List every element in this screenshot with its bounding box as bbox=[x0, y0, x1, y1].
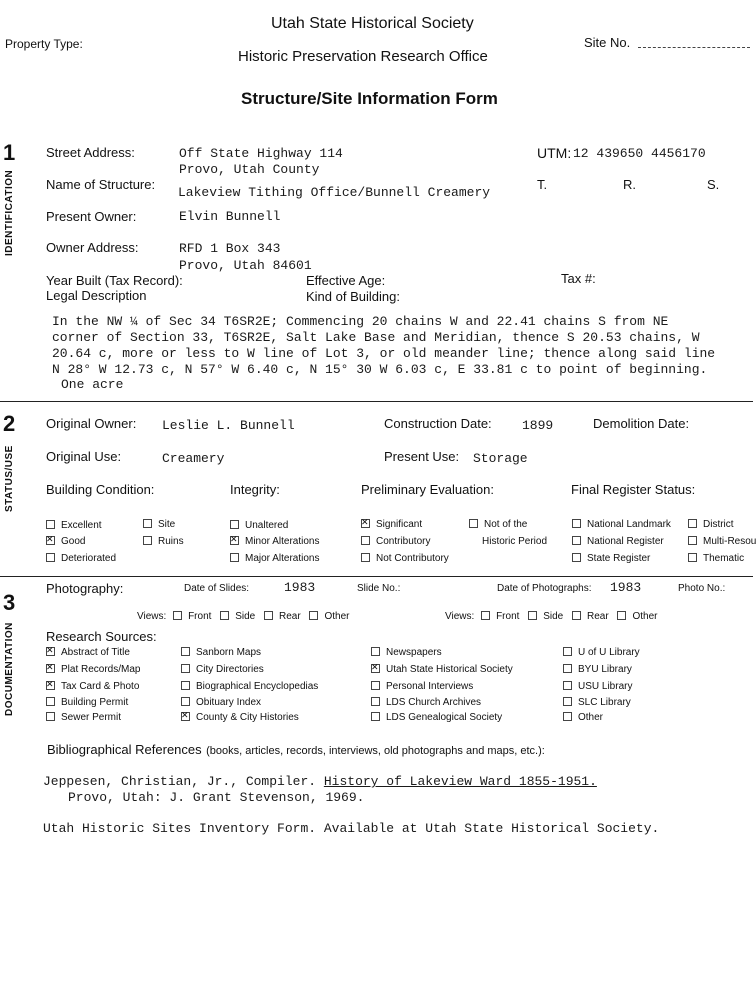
source-label: USU Library bbox=[578, 681, 633, 692]
original-owner: Leslie L. Bunnell bbox=[162, 418, 295, 433]
biblio-label: Bibliographical References bbox=[47, 742, 202, 757]
checkbox-icon bbox=[264, 611, 273, 620]
source-label: Personal Interviews bbox=[386, 681, 474, 692]
slide-no-label: Slide No.: bbox=[357, 583, 401, 594]
condition-excellent[interactable] bbox=[46, 520, 102, 531]
register-district-label: District bbox=[703, 519, 734, 530]
source-lds-genealogical[interactable] bbox=[371, 712, 502, 723]
source-label: Utah State Historical Society bbox=[386, 664, 513, 675]
checkbox-icon bbox=[481, 611, 490, 620]
structure-name-label: Name of Structure: bbox=[46, 177, 156, 192]
checkbox-icon bbox=[46, 520, 55, 529]
condition-ruins[interactable] bbox=[143, 536, 184, 547]
date-of-photos-label: Date of Photographs: bbox=[497, 583, 592, 594]
owner-address-line1: RFD 1 Box 343 bbox=[179, 241, 281, 256]
register-multi-resource[interactable] bbox=[688, 536, 756, 547]
checkbox-icon bbox=[572, 553, 581, 562]
source-label: Other bbox=[578, 712, 604, 723]
register-national-landmark-label: National Landmark bbox=[587, 519, 671, 530]
original-use: Creamery bbox=[162, 451, 225, 466]
evaluation-contributory-label: Contributory bbox=[376, 536, 431, 547]
source-obituary-index[interactable] bbox=[181, 697, 261, 708]
condition-site-label: Site bbox=[158, 519, 176, 530]
source-label: Newspapers bbox=[386, 647, 442, 658]
slides-views bbox=[137, 611, 349, 622]
checkbox-icon bbox=[371, 712, 380, 721]
integrity-major[interactable] bbox=[230, 553, 319, 564]
original-use-label: Original Use: bbox=[46, 449, 122, 464]
slides-view-other-label: Other bbox=[324, 611, 350, 622]
register-thematic-label: Thematic bbox=[703, 553, 745, 564]
form-title: Structure/Site Information Form bbox=[241, 89, 498, 108]
source-label: Biographical Encyclopedias bbox=[196, 681, 319, 692]
photos-view-side-label: Side bbox=[543, 611, 564, 622]
source-ushs[interactable] bbox=[371, 664, 513, 675]
preliminary-evaluation-label: Preliminary Evaluation: bbox=[361, 482, 494, 497]
checkbox-icon bbox=[688, 536, 697, 545]
checkbox-icon bbox=[371, 647, 380, 656]
checkbox-icon bbox=[371, 681, 380, 690]
checkbox-icon bbox=[361, 536, 370, 545]
photos-view-rear[interactable] bbox=[572, 611, 609, 622]
evaluation-significant[interactable] bbox=[361, 519, 422, 530]
reference-1-title: History of Lakeview Ward 1855-1951. bbox=[323, 774, 597, 789]
acreage: One acre bbox=[61, 377, 124, 392]
legal-line-4: N 28° W 12.73 c, N 57° W 6.40 c, N 15° 30 W 6.03 c, E 33.81 c to point of beginning. bbox=[52, 362, 708, 377]
source-label: Sanborn Maps bbox=[196, 647, 262, 658]
checkbox-icon bbox=[143, 519, 152, 528]
research-sources-label: Research Sources: bbox=[46, 629, 157, 644]
photo-no-label: Photo No.: bbox=[678, 583, 726, 594]
effective-age-label: Effective Age: bbox=[306, 273, 386, 288]
checkbox-icon bbox=[181, 697, 190, 706]
section-1-number: 1 bbox=[3, 140, 16, 165]
checkbox-icon bbox=[230, 553, 239, 562]
checked-box-icon bbox=[181, 712, 190, 721]
condition-deteriorated-label: Deteriorated bbox=[61, 553, 117, 564]
present-use-label: Present Use: bbox=[384, 449, 460, 464]
section-3-number: 3 bbox=[3, 590, 16, 615]
register-national-landmark[interactable] bbox=[572, 519, 671, 530]
checkbox-icon bbox=[688, 553, 697, 562]
source-lds-archives[interactable] bbox=[371, 697, 481, 708]
source-label: Plat Records/Map bbox=[61, 664, 141, 675]
section-1-side-label: IDENTIFICATION bbox=[4, 169, 15, 256]
source-other[interactable] bbox=[563, 712, 603, 723]
photos-view-side[interactable] bbox=[528, 611, 563, 622]
building-condition-label: Building Condition: bbox=[46, 482, 155, 497]
condition-good[interactable] bbox=[46, 536, 85, 547]
source-sanborn-maps[interactable] bbox=[181, 647, 261, 658]
source-label: Building Permit bbox=[61, 697, 129, 708]
section-2-number: 2 bbox=[3, 411, 16, 436]
street-address-line2: Provo, Utah County bbox=[179, 162, 320, 177]
photos-view-rear-label: Rear bbox=[586, 611, 609, 622]
checkbox-icon bbox=[563, 697, 572, 706]
condition-good-label: Good bbox=[61, 536, 86, 547]
checkbox-icon bbox=[563, 681, 572, 690]
evaluation-significant-label: Significant bbox=[376, 519, 423, 530]
reference-1-author: Jeppesen, Christian, Jr., Compiler. bbox=[43, 774, 317, 789]
present-use: Storage bbox=[473, 451, 528, 466]
source-tax-card[interactable] bbox=[46, 681, 139, 692]
photos-view-other[interactable] bbox=[617, 611, 657, 622]
photos-views-label: Views: bbox=[445, 611, 475, 622]
checkbox-icon bbox=[563, 647, 572, 656]
section-divider-2 bbox=[0, 576, 753, 577]
org-name: Utah State Historical Society bbox=[271, 15, 474, 32]
biblio-heading bbox=[47, 741, 545, 759]
owner-address-line2: Provo, Utah 84601 bbox=[179, 258, 312, 273]
checkbox-icon bbox=[688, 519, 697, 528]
office-name: Historic Preservation Research Office bbox=[238, 48, 488, 65]
tax-label: Tax #: bbox=[561, 271, 596, 286]
reference-1 bbox=[43, 774, 597, 789]
source-label: U of U Library bbox=[578, 647, 640, 658]
date-of-slides-label: Date of Slides: bbox=[184, 583, 250, 594]
source-label: SLC Library bbox=[578, 697, 631, 708]
checkbox-icon bbox=[181, 681, 190, 690]
street-address-label: Street Address: bbox=[46, 145, 135, 160]
source-label: County & City Histories bbox=[196, 712, 299, 723]
checkbox-icon bbox=[361, 553, 370, 562]
slides-view-rear[interactable] bbox=[264, 611, 301, 622]
photos-view-other-label: Other bbox=[632, 611, 658, 622]
checked-box-icon bbox=[46, 664, 55, 673]
source-label: City Directories bbox=[196, 664, 264, 675]
source-u-of-u-library[interactable] bbox=[563, 647, 640, 658]
not-of-historic-label-2: Historic Period bbox=[482, 536, 548, 547]
source-label: Abstract of Title bbox=[61, 647, 130, 658]
legal-description-label: Legal Description bbox=[46, 288, 147, 303]
checkbox-icon bbox=[617, 611, 626, 620]
checkbox-icon bbox=[572, 611, 581, 620]
checkbox-icon bbox=[220, 611, 229, 620]
condition-deteriorated[interactable] bbox=[46, 553, 116, 564]
site-no-line bbox=[638, 47, 750, 48]
checkbox-icon bbox=[230, 520, 239, 529]
integrity-label: Integrity: bbox=[230, 482, 280, 497]
checkbox-icon bbox=[181, 664, 190, 673]
slides-view-side-label: Side bbox=[235, 611, 256, 622]
checkbox-icon bbox=[181, 647, 190, 656]
checkbox-icon bbox=[563, 664, 572, 673]
year-built-label: Year Built (Tax Record): bbox=[46, 273, 183, 288]
date-of-photos: 1983 bbox=[610, 580, 642, 595]
present-owner: Elvin Bunnell bbox=[179, 209, 281, 224]
checkbox-icon bbox=[173, 611, 182, 620]
evaluation-not-contributory[interactable] bbox=[361, 553, 449, 564]
checkbox-icon bbox=[46, 553, 55, 562]
checkbox-icon bbox=[46, 697, 55, 706]
owner-address-label: Owner Address: bbox=[46, 240, 139, 255]
date-of-slides: 1983 bbox=[284, 580, 316, 595]
site-no-label: Site No. bbox=[584, 35, 631, 50]
checkbox-icon bbox=[572, 536, 581, 545]
slides-view-rear-label: Rear bbox=[278, 611, 301, 622]
section-2-side-label: STATUS/USE bbox=[4, 445, 15, 512]
slides-view-front[interactable] bbox=[173, 611, 211, 622]
source-building-permit[interactable] bbox=[46, 697, 128, 708]
register-thematic[interactable] bbox=[688, 553, 744, 564]
register-national-register-label: National Register bbox=[587, 536, 664, 547]
reference-1-publisher: Provo, Utah: J. Grant Stevenson, 1969. bbox=[68, 790, 365, 805]
slides-view-other[interactable] bbox=[309, 611, 349, 622]
final-register-label: Final Register Status: bbox=[571, 482, 696, 497]
photography-label: Photography: bbox=[46, 581, 124, 596]
photos-views bbox=[445, 611, 657, 622]
property-type-label: Property Type: bbox=[5, 37, 83, 51]
evaluation-not-contributory-label: Not Contributory bbox=[376, 553, 449, 564]
slides-views-label: Views: bbox=[137, 611, 167, 622]
s-label: S. bbox=[707, 177, 720, 192]
evaluation-contributory[interactable] bbox=[361, 536, 430, 547]
slides-view-front-label: Front bbox=[188, 611, 212, 622]
evaluation-not-historic[interactable] bbox=[469, 519, 527, 530]
checkbox-icon bbox=[371, 697, 380, 706]
source-county-city-histories[interactable] bbox=[181, 712, 299, 723]
source-sewer-permit[interactable] bbox=[46, 712, 121, 723]
source-newspapers[interactable] bbox=[371, 647, 442, 658]
section-divider-1 bbox=[0, 401, 753, 402]
source-plat-records[interactable] bbox=[46, 664, 140, 675]
demolition-date-label: Demolition Date: bbox=[593, 416, 690, 431]
checkbox-icon bbox=[469, 519, 478, 528]
source-label: Tax Card & Photo bbox=[61, 681, 140, 692]
present-owner-label: Present Owner: bbox=[46, 209, 137, 224]
checked-box-icon bbox=[230, 536, 239, 545]
source-label: Sewer Permit bbox=[61, 712, 122, 723]
source-label: LDS Church Archives bbox=[386, 697, 482, 708]
checkbox-icon bbox=[143, 536, 152, 545]
original-owner-label: Original Owner: bbox=[46, 416, 137, 431]
slides-view-side[interactable] bbox=[220, 611, 255, 622]
condition-site[interactable] bbox=[143, 519, 175, 530]
utm-label: UTM: bbox=[537, 145, 572, 161]
checkbox-icon bbox=[46, 712, 55, 721]
structure-name: Lakeview Tithing Office/Bunnell Creamery bbox=[178, 185, 491, 200]
utm-value: 12 439650 4456170 bbox=[573, 146, 706, 161]
register-state-register[interactable] bbox=[572, 553, 650, 564]
not-of-historic-label-1: Not of the bbox=[484, 519, 528, 530]
legal-line-1: In the NW ¼ of Sec 34 T6SR2E; Commencing 20 chains W and 22.41 chains S from NE bbox=[52, 314, 669, 329]
source-city-directories[interactable] bbox=[181, 664, 264, 675]
integrity-unaltered[interactable] bbox=[230, 520, 288, 531]
source-label: LDS Genealogical Society bbox=[386, 712, 503, 723]
checkbox-icon bbox=[528, 611, 537, 620]
construction-date: 1899 bbox=[522, 418, 554, 433]
source-personal-interviews[interactable] bbox=[371, 681, 473, 692]
integrity-unaltered-label: Unaltered bbox=[245, 520, 289, 531]
source-label: Obituary Index bbox=[196, 697, 262, 708]
kind-of-building-label: Kind of Building: bbox=[306, 289, 400, 304]
biblio-hint: (books, articles, records, interviews, old photographs and maps, etc.): bbox=[206, 745, 545, 757]
construction-date-label: Construction Date: bbox=[384, 416, 492, 431]
checked-box-icon bbox=[371, 664, 380, 673]
street-address-line1: Off State Highway 114 bbox=[179, 146, 343, 161]
legal-line-3: 20.64 c, more or less to W line of Lot 3, or old meander line; thence along said line bbox=[52, 346, 716, 361]
register-district[interactable] bbox=[688, 519, 734, 530]
legal-line-2: corner of Section 33, T6SR2E, Salt Lake Base and Meridian, thence S 20.53 chains, W bbox=[52, 330, 700, 345]
register-national-register[interactable] bbox=[572, 536, 664, 547]
condition-ruins-label: Ruins bbox=[158, 536, 184, 547]
checked-box-icon bbox=[46, 647, 55, 656]
integrity-minor-label: Minor Alterations bbox=[245, 536, 320, 547]
photos-view-front-label: Front bbox=[496, 611, 520, 622]
section-3-side-label: DOCUMENTATION bbox=[4, 622, 15, 716]
r-label: R. bbox=[623, 177, 636, 192]
register-state-register-label: State Register bbox=[587, 553, 651, 564]
source-slc-library[interactable] bbox=[563, 697, 631, 708]
integrity-major-label: Major Alterations bbox=[245, 553, 320, 564]
register-multi-resource-label: Multi-Resou bbox=[703, 536, 756, 547]
source-usu-library[interactable] bbox=[563, 681, 632, 692]
checkbox-icon bbox=[572, 519, 581, 528]
photos-view-front[interactable] bbox=[481, 611, 519, 622]
reference-2: Utah Historic Sites Inventory Form. Available at Utah State Historical Society. bbox=[43, 821, 660, 836]
condition-excellent-label: Excellent bbox=[61, 520, 102, 531]
checkbox-icon bbox=[309, 611, 318, 620]
checked-box-icon bbox=[46, 536, 55, 545]
source-biographical[interactable] bbox=[181, 681, 318, 692]
checked-box-icon bbox=[361, 519, 370, 528]
source-label: BYU Library bbox=[578, 664, 632, 675]
integrity-minor[interactable] bbox=[230, 536, 319, 547]
checkbox-icon bbox=[563, 712, 572, 721]
source-abstract-of-title[interactable] bbox=[46, 647, 130, 658]
checked-box-icon bbox=[46, 681, 55, 690]
t-label: T. bbox=[537, 177, 548, 192]
source-byu-library[interactable] bbox=[563, 664, 632, 675]
